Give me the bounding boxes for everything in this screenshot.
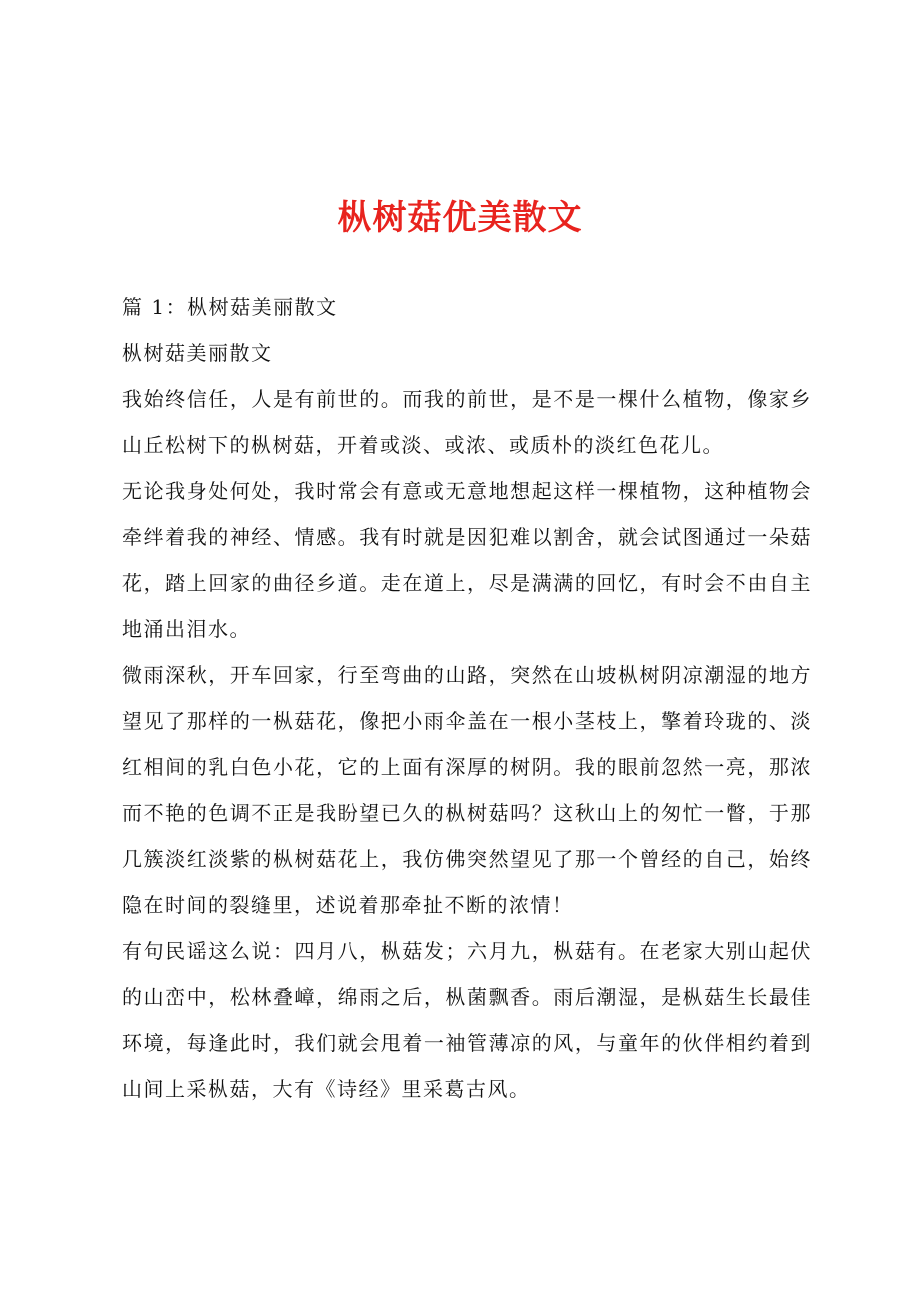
document-body <box>122 284 812 1112</box>
paragraph-3: 微雨深秋，开车回家，行至弯曲的山路，突然在山坡枞树阴凉潮湿的地方望见了那样的一枞菇花，像把小雨伞盖在一根小茎枝上，擎着玲珑的、淡红相间的乳白色小花，它的上面有深厚的树阴。我的眼前忽然一亮，那浓而不艳的色调不正是我盼望已久的枞树菇吗？这秋山上的匆忙一瞥，于那几簇淡红淡紫的枞树菇花上，我仿佛突然望见了那一个曾经的自己，始终隐在时间的裂缝里，述说着那牵扯不断的浓情！ <box>122 663 812 917</box>
section-heading: 篇 1：枞树菇美丽散文 <box>122 295 338 319</box>
paragraph-2: 无论我身处何处，我时常会有意或无意地想起这样一棵植物，这种植物会牵绊着我的神经、情感。我有时就是因犯难以割舍，就会试图通过一朵菇花，踏上回家的曲径乡道。走在道上，尽是满满的回忆，有时会不由自主地涌出泪水。 <box>122 479 812 641</box>
subheading: 枞树菇美丽散文 <box>122 341 273 365</box>
paragraph-1: 我始终信任，人是有前世的。而我的前世，是不是一棵什么植物，像家乡山丘松树下的枞树菇，开着或淡、或浓、或质朴的淡红色花儿。 <box>122 387 812 457</box>
document-title: 枞树菇优美散文 <box>337 198 583 238</box>
paragraph-4: 有句民谣这么说：四月八，枞菇发；六月九，枞菇有。在老家大别山起伏的山峦中，松林叠嶂，绵雨之后，枞菌飘香。雨后潮湿，是枞菇生长最佳环境，每逢此时，我们就会甩着一袖管薄凉的风，与童年的伙伴相约着到山间上采枞菇，大有《诗经》里采葛古风。 <box>122 939 812 1101</box>
